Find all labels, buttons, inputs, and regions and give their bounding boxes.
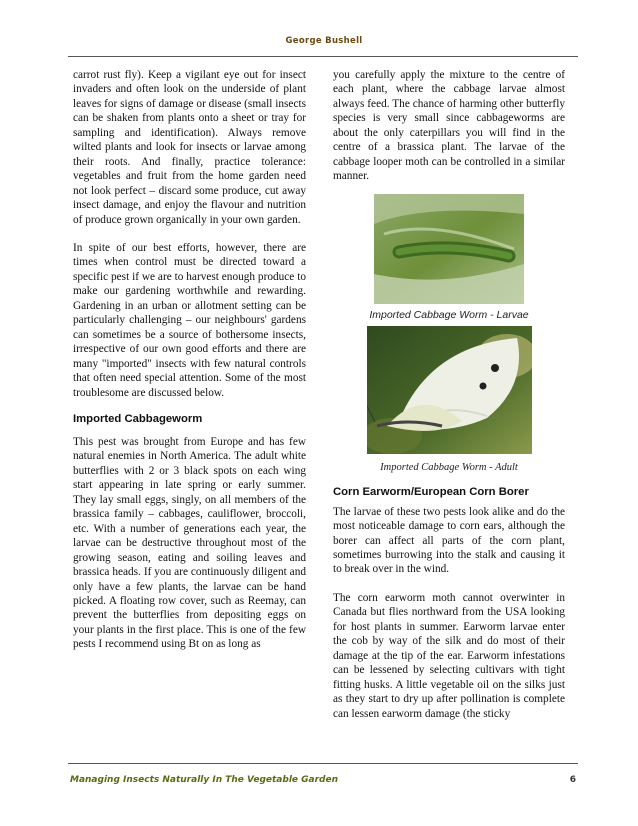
section-heading-cabbageworm: Imported Cabbageworm (73, 412, 203, 425)
caterpillar-photo (374, 194, 524, 304)
section-heading-corn-earworm: Corn Earworm/European Corn Borer (333, 485, 529, 498)
caption-adult: Imported Cabbage Worm - Adult (380, 461, 518, 473)
right-paragraph-1: you carefully apply the mixture to the centre of each plant, where the cabbage larvae almost always feed. The chance of harming other butterfly species is very small since cabbageworms are about the only caterpillars you will find in the centre of a brassica plant. The larvae of the cabbage looper moth can be controlled in a similar manner. (333, 69, 565, 183)
page-header-author: George Bushell (285, 36, 363, 46)
footer-rule (68, 763, 578, 764)
left-column (73, 68, 306, 652)
right-paragraph-3: The corn earworm moth cannot overwinter in Canada but flies northward from the USA looking for host plants in summer. Earworm larvae enter the cob by way of the silk and do most of their damage at the tip of the ear. Earworm infestations can be lessened by selecting cultivars with tight fitting husks. A little vegetable oil on the silks just as they start to dry up after pollination is complete can lessen earworm damage (the sticky (333, 591, 565, 720)
left-paragraph-1: carrot rust fly). Keep a vigilant eye out for insect invaders and often look on the underside of plant leaves for signs of damage or disease (small insects can be shaken from plants onto a sheet or tray for sampling and identification). Always remove wilted plants and look for insects or larvae among their roots. And finally, practice tolerance: vegetables and fruit from the home garden need not look perfect – discard some produce, cut away insect damage, and enjoy the flavour and nutrition of produce grown organically in your own garden. (73, 69, 306, 226)
left-paragraph-2: In spite of our best efforts, however, there are times when control must be directed toward a specific pest if we are to harvest enough produce to make our gardening worthwhile and rewarding. Gardening in an urban or allotment setting can be particularly challenging – our neighbours' gardens can sometimes be a source of bothersome insects, irrespective of our own good efforts and there are many "imported" insects with few natural controls that often need special attention. Some of the most troublesome are discussed below. (73, 241, 306, 399)
left-paragraph-3: This pest was brought from Europe and has few natural enemies in North America. The adult white butterflies with 2 or 3 black spots on each wing start appearing in late spring or early summer. They lay small eggs, singly, on all members of the brassica family – cabbages, cauliflower, broccoli, etc. With a number of generations each year, the larvae can be destructive throughout most of the growing season, eating and soiling leaves and brassica heads. If you are continuously diligent and only have a few plants, the larvae can be hand picked. A floating row cover, such as Reemay, can prevent the butterflies from depositing eggs on your plants in the first place. This is one of the few pests I recommend using Bt on as long as (73, 435, 306, 651)
right-column (333, 68, 565, 721)
page-footer (70, 775, 576, 785)
footer-title: Managing Insects Naturally In The Vegetable Garden (70, 775, 338, 785)
butterfly-photo (367, 326, 532, 454)
page-number: 6 (569, 775, 576, 785)
caption-larvae: Imported Cabbage Worm - Larvae (369, 308, 529, 321)
header-rule (68, 56, 578, 57)
right-paragraph-2: The larvae of these two pests look alike and do the most noticeable damage to corn ears, although the borer can affect all parts of the corn plant, sometimes burrowing into the stalk and causing it to break over in the wind. (333, 505, 565, 576)
